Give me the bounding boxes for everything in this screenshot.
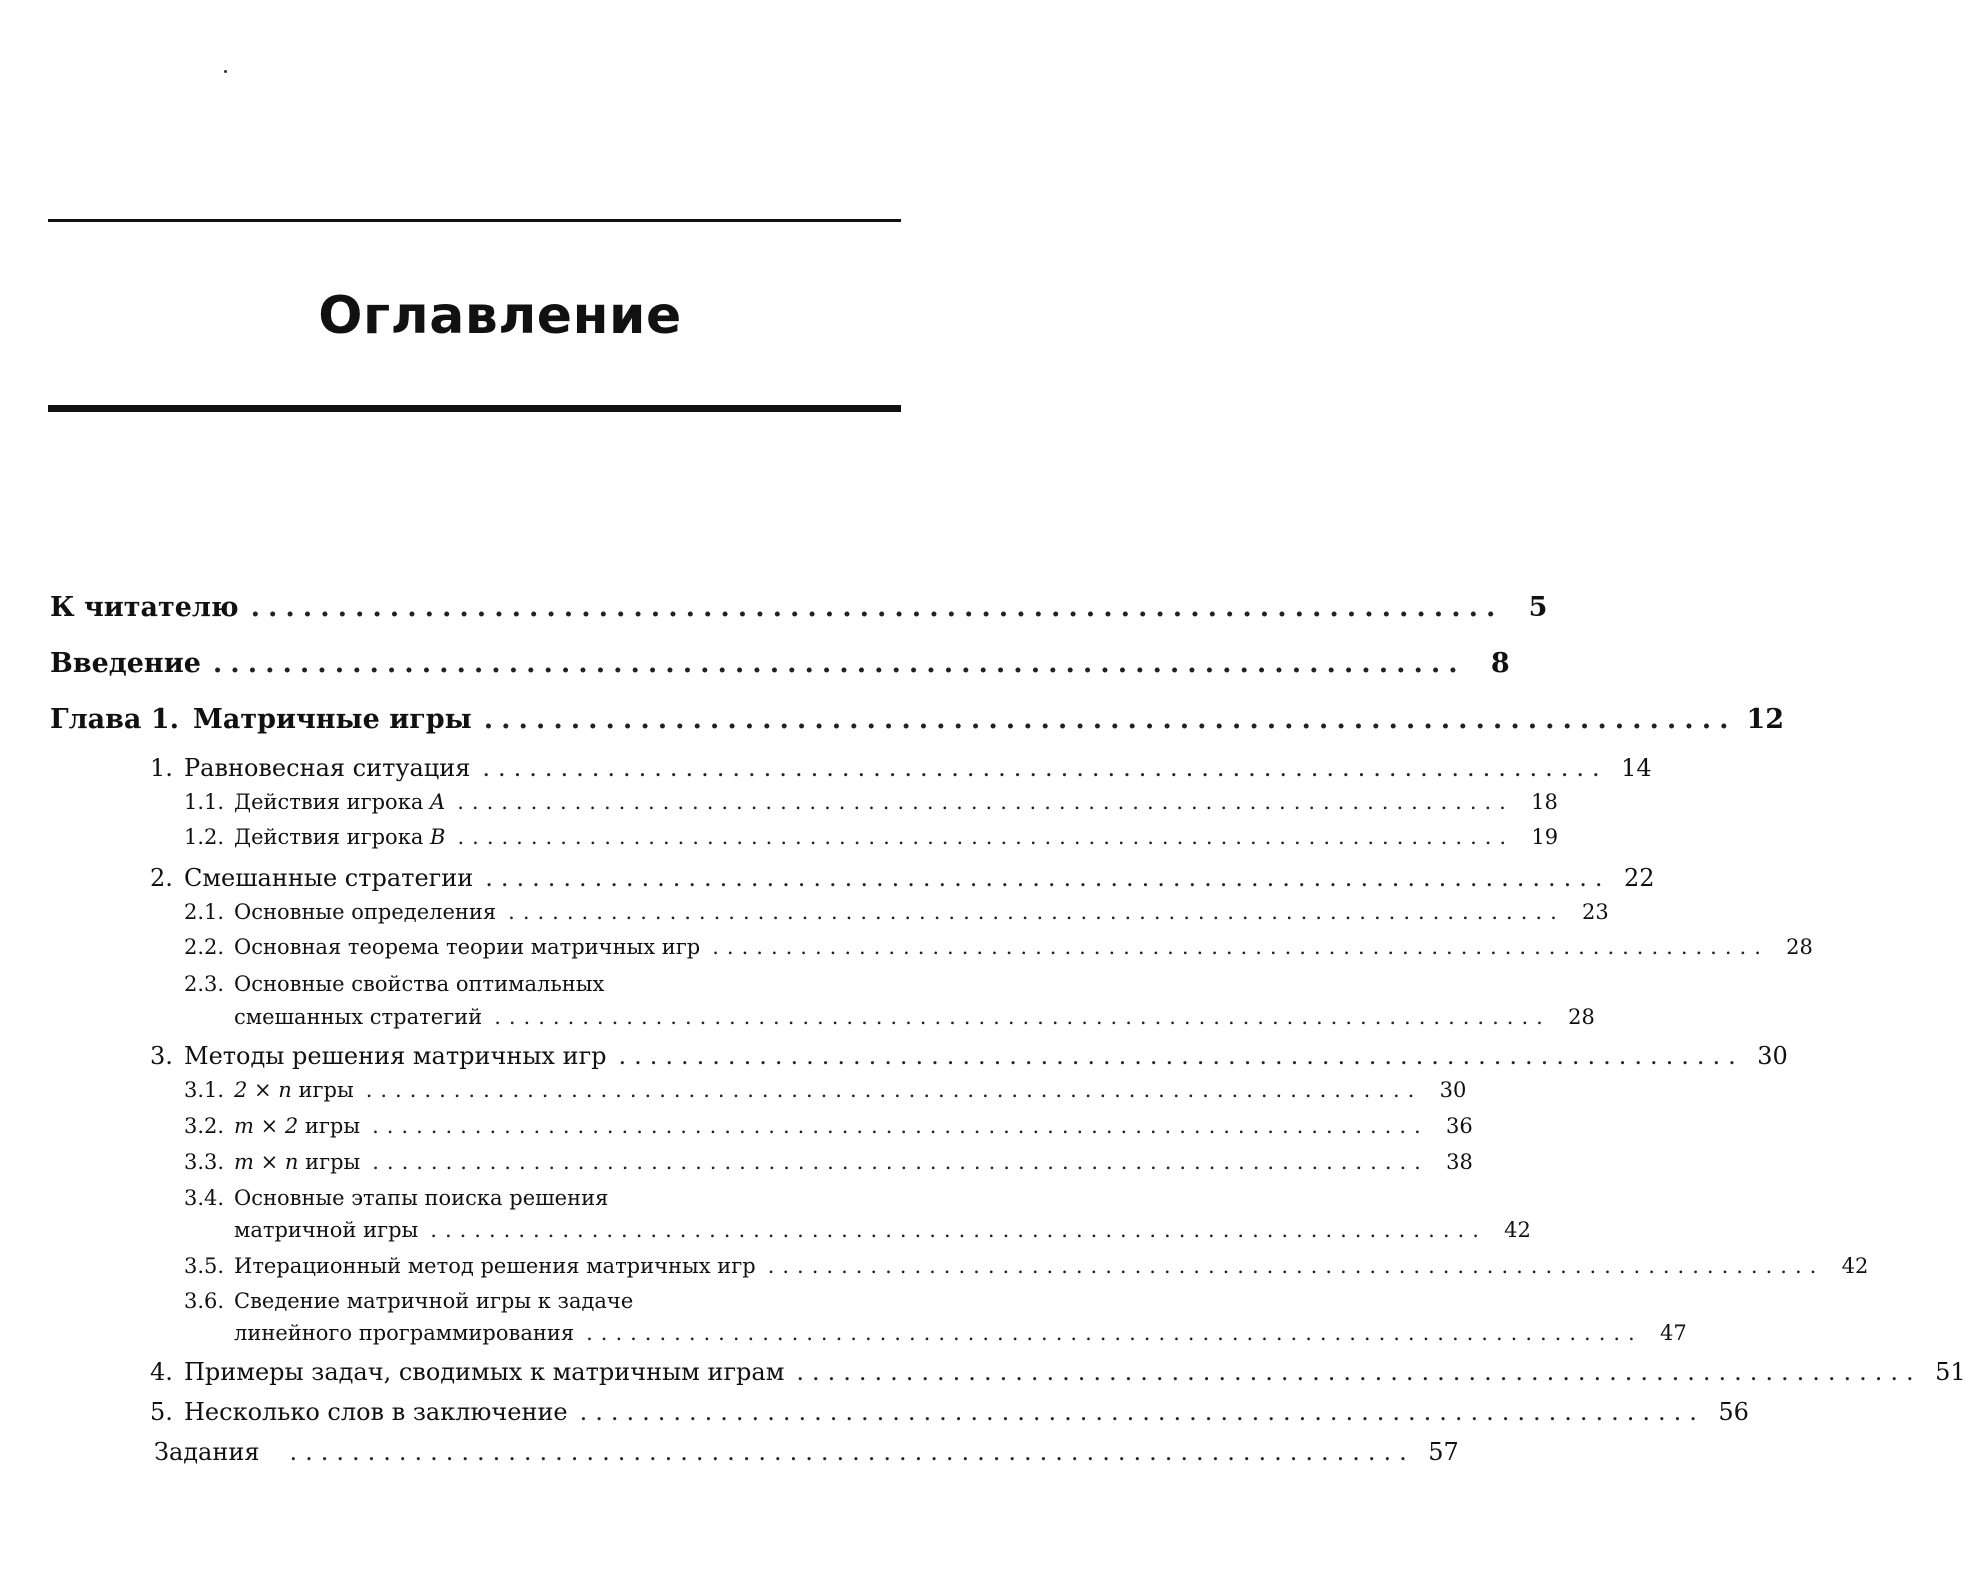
toc-entry-5[interactable] (150, 1398, 1749, 1426)
toc-number: Глава 1. (50, 704, 180, 735)
toc-entry-3-4[interactable] (234, 1218, 1531, 1242)
toc-number: 3.1. (184, 1078, 225, 1102)
toc-page: 14 (1621, 754, 1652, 782)
toc-page: 36 (1445, 1114, 1473, 1138)
bottom-rule (48, 405, 901, 412)
toc-number: 2.3. (184, 972, 225, 996)
toc-label: Несколько слов в заключение (184, 1398, 568, 1426)
leader-dots: ........................................................................ (482, 754, 1608, 782)
leader-dots: ........................................................................ (494, 1005, 1551, 1029)
toc-label: Итерационный метод решения матричных игр (234, 1254, 756, 1278)
toc-number: 3.2. (184, 1114, 225, 1138)
toc-page: 30 (1757, 1042, 1788, 1070)
toc-label-line1: Основные этапы поиска решения (234, 1186, 609, 1210)
toc-label: Методы решения матричных игр (184, 1042, 607, 1070)
toc-label: Действия игрока B (234, 825, 446, 849)
toc-label: m × n игры (234, 1150, 361, 1174)
toc-number: 3. (150, 1042, 173, 1070)
leader-dots: ........................................................................ (579, 1398, 1705, 1426)
toc-number: 2.2. (184, 935, 225, 959)
toc-page: 23 (1582, 900, 1609, 924)
leader-dots: ........................................................................ (483, 704, 1737, 735)
toc-label-line2: матричной игры (234, 1218, 419, 1242)
toc-label: Задания (154, 1438, 260, 1466)
toc-entry-3-1[interactable] (184, 1078, 1467, 1102)
leader-dots: ........................................................................ (586, 1321, 1643, 1345)
toc-label-line2: линейного программирования (234, 1321, 575, 1345)
leader-dots: ........................................................................ (457, 825, 1515, 849)
toc-label-line1: Основные свойства оптимальных (234, 972, 605, 996)
toc-number: 1.2. (184, 825, 225, 849)
toc-number: 1.1. (184, 790, 225, 814)
toc-number: 3.5. (184, 1254, 225, 1278)
toc-entry-2[interactable] (150, 864, 1655, 892)
toc-entry-reader[interactable] (50, 592, 1548, 623)
toc-number: 3.4. (184, 1186, 225, 1210)
leader-dots: ........................................................................ (796, 1358, 1922, 1386)
toc-entry-3-2[interactable] (184, 1114, 1473, 1138)
toc-entry-3[interactable] (150, 1042, 1788, 1070)
leader-dots: ........................................................................ (508, 900, 1565, 924)
leader-dots: ........................................................................ (212, 648, 1466, 679)
leader-dots: ........................................................................ (485, 864, 1611, 892)
top-rule (48, 219, 901, 222)
toc-page: 18 (1531, 790, 1558, 814)
toc-page: 8 (1490, 648, 1510, 679)
leader-dots: ........................................................................ (430, 1218, 1487, 1242)
toc-label: К читателю (50, 592, 239, 623)
toc-entry-1-2[interactable] (184, 825, 1559, 849)
toc-entry-chapter-1[interactable] (50, 704, 1785, 735)
math-expression: m × 2 (234, 1114, 299, 1138)
toc-entry-2-3-first-line[interactable] (184, 972, 604, 996)
toc-entry-3-6-first-line[interactable] (184, 1289, 633, 1313)
toc-label: Равновесная ситуация (184, 754, 471, 782)
toc-page: 28 (1786, 935, 1813, 959)
toc-number: 3.3. (184, 1150, 225, 1174)
print-speck (224, 70, 227, 73)
toc-page: 42 (1504, 1218, 1531, 1242)
toc-label: Действия игрока A (234, 790, 446, 814)
math-var: A (430, 790, 446, 814)
toc-entry-4[interactable] (150, 1358, 1966, 1386)
toc-label: Основные определения (234, 900, 497, 924)
toc-label: Матричные игры (193, 704, 472, 735)
leader-dots: ........................................................................ (712, 935, 1769, 959)
toc-entry-2-1[interactable] (184, 900, 1609, 924)
toc-number: 5. (150, 1398, 173, 1426)
leader-dots: ........................................................................ (289, 1438, 1415, 1466)
toc-page: 5 (1528, 592, 1548, 623)
leader-dots: ........................................................................ (618, 1042, 1744, 1070)
toc-entry-2-2[interactable] (184, 935, 1813, 959)
toc-label: Введение (50, 648, 201, 679)
toc-label: Примеры задач, сводимых к матричным играм (184, 1358, 785, 1386)
toc-number: 4. (150, 1358, 173, 1386)
toc-entry-3-4-first-line[interactable] (184, 1186, 608, 1210)
leader-dots: ........................................................................ (767, 1254, 1825, 1278)
math-var: B (430, 825, 446, 849)
toc-label: 2 × n игры (234, 1078, 354, 1102)
toc-label: m × 2 игры (234, 1114, 361, 1138)
leader-dots: ........................................................................ (372, 1114, 1429, 1138)
toc-page: 56 (1718, 1398, 1749, 1426)
leader-dots: ........................................................................ (457, 790, 1514, 814)
toc-entry-1[interactable] (150, 754, 1652, 782)
toc-entry-intro[interactable] (50, 648, 1510, 679)
toc-label: Основная теорема теории матричных игр (234, 935, 701, 959)
toc-page: 28 (1568, 1005, 1595, 1029)
toc-page: 12 (1746, 704, 1785, 735)
leader-dots: ........................................................................ (250, 592, 1504, 623)
toc-label-line1: Сведение матричной игры к задаче (234, 1289, 634, 1313)
toc-number: 2.1. (184, 900, 225, 924)
toc-page: 19 (1531, 825, 1559, 849)
toc-page: 42 (1841, 1254, 1869, 1278)
toc-label-line2: смешанных стратегий (234, 1005, 483, 1029)
toc-entry-2-3[interactable] (234, 1005, 1595, 1029)
page-title: Оглавление (318, 286, 682, 346)
leader-dots: ........................................................................ (372, 1150, 1429, 1174)
leader-dots: ........................................................................ (365, 1078, 1423, 1102)
toc-page: 30 (1439, 1078, 1467, 1102)
toc-number: 3.6. (184, 1289, 225, 1313)
toc-number: 2. (150, 864, 173, 892)
math-expression: 2 × n (234, 1078, 292, 1102)
toc-entry-3-6[interactable] (234, 1321, 1687, 1345)
toc-entry-3-5[interactable] (184, 1254, 1869, 1278)
toc-page: 51 (1935, 1358, 1966, 1386)
toc-label: Смешанные стратегии (184, 864, 474, 892)
toc-page: 57 (1428, 1438, 1459, 1466)
toc-page: 22 (1623, 864, 1655, 892)
toc-page: 38 (1446, 1150, 1473, 1174)
toc-entry-1-1[interactable] (184, 790, 1558, 814)
toc-number: 1. (150, 754, 173, 782)
math-expression: m × n (234, 1150, 299, 1174)
toc-entry-3-3[interactable] (184, 1150, 1473, 1174)
toc-page: 47 (1660, 1321, 1687, 1345)
toc-entry-tasks[interactable] (154, 1438, 1459, 1466)
